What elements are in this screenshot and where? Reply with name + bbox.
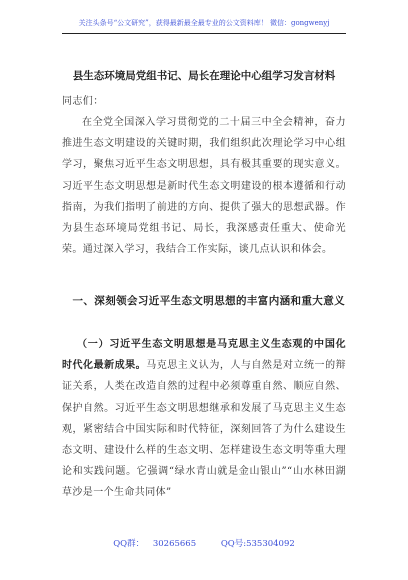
footer-qq-group: QQ群： 30265665 (113, 539, 197, 549)
paragraph-intro: 在全党全国深入学习贯彻党的二十届三中全会精神，奋力推进生态文明建设的关键时期，我们组织此次理论学习中心组学习，聚焦习近平生态文明思想，具有极其重要的现实意义。习近平生态文明思想是新时代生态文明建设的根本遵循和行动指南，为我们指明了前进的方向、提供了强大的思想武器。作为县生态环境局党组书记、局长，我深感责任重大、使命光荣。通过深入学习，我结合工作实际，谈几点认识和体会。 (62, 117, 346, 256)
footer-qq-number: QQ号:535304092 (220, 539, 295, 549)
header-divider (62, 33, 346, 34)
document-title: 县生态环境局党组书记、局长在理论中心组学习发言材料 (72, 70, 336, 82)
salutation: 同志们： (62, 96, 104, 107)
header-banner: 关注头条号“公文研究”，获得最新最全最专业的公文资料库！ 微信：gongwenyj (78, 19, 330, 27)
paragraph-section-1 (62, 334, 346, 504)
footer-contact (0, 537, 408, 549)
section-heading: 一、深刻领会习近平生态文明思想的丰富内涵和重大意义 (72, 295, 345, 307)
paragraph-body: 马克思主义认为，人与自然是对立统一的辩证关系，人类在改造自然的过程中必须尊重自然、顺应自然、保护自然。习近平生态文明思想继承和发展了马克思主义生态观，紧密结合中国实际和时代特征，深刻回答了为什么建设生态文明、建设什么样的生态文明、怎样建设生态文明等重大理论和实践问题。它强调“绿水青山就是金山银山”“山水林田湖草沙是一个生命共同体” (62, 360, 346, 499)
subsection-heading: （一）习近平生态文明思想是马克思主义生态观的中国化时代化最新成果。 (62, 339, 346, 372)
